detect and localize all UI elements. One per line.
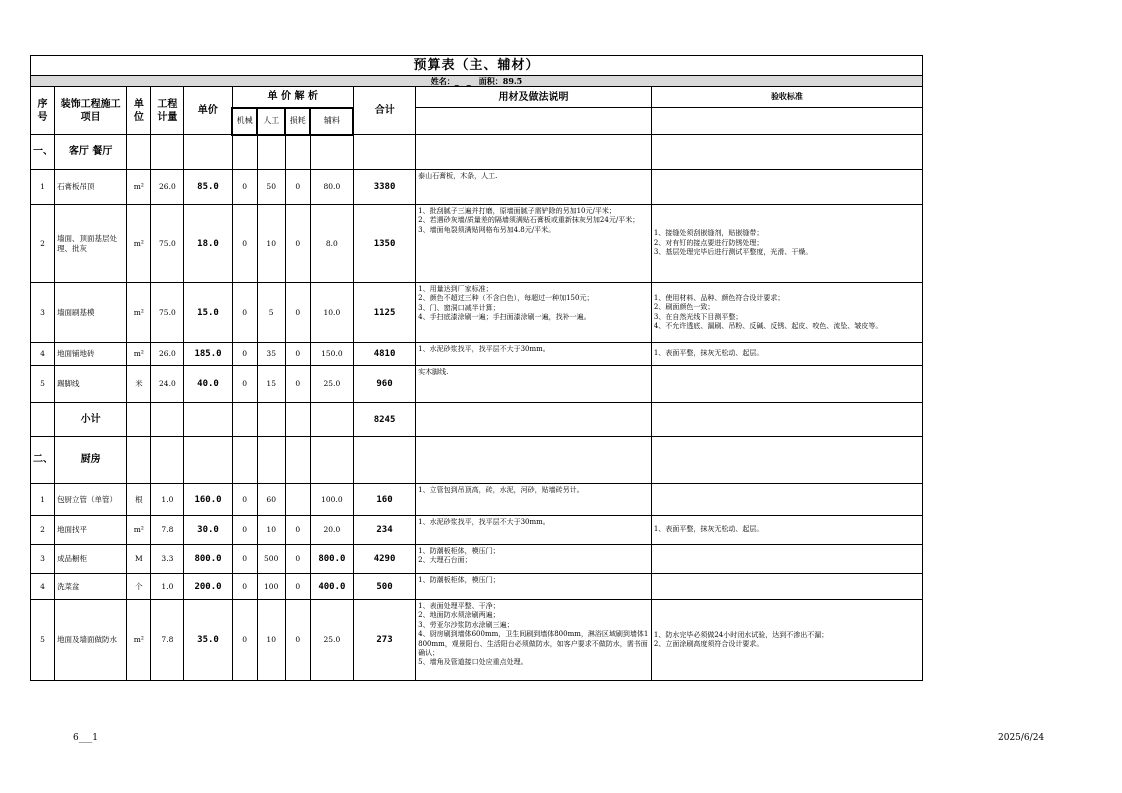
item-unit-price: 35.0 xyxy=(184,600,232,681)
empty-cell xyxy=(184,135,232,170)
item-labor: 15 xyxy=(257,366,285,403)
item-qty: 7.8 xyxy=(151,600,184,681)
empty-cell xyxy=(127,437,151,484)
empty-cell xyxy=(232,403,257,437)
item-aux: 8.0 xyxy=(310,205,353,283)
item-total: 160 xyxy=(353,484,415,516)
row-number: 2 xyxy=(31,516,55,545)
item-unit-price: 40.0 xyxy=(184,366,232,403)
item-total: 1350 xyxy=(353,205,415,283)
table-row xyxy=(31,574,923,600)
item-qty: 3.3 xyxy=(151,545,184,574)
item-aux: 25.0 xyxy=(310,366,353,403)
item-description: 1、批刮腻子三遍并打磨，原墙面腻子需铲除的另加10元/平米； 2、若遇砂灰墙/质量差的隔墙须满贴石膏板或重新抹灰另加24元/平米； 3、墙面龟裂须满贴网格布另加4.8元/平米。 xyxy=(416,205,652,283)
item-qty: 26.0 xyxy=(151,170,184,205)
budget-table xyxy=(30,55,923,681)
empty-cell xyxy=(151,135,184,170)
item-name: 墙面刷基模 xyxy=(55,283,127,343)
table-row xyxy=(31,600,923,681)
empty-cell xyxy=(310,437,353,484)
section-name: 厨房 xyxy=(55,437,127,484)
table-row xyxy=(31,516,923,545)
empty-cell xyxy=(651,403,922,437)
item-total: 1125 xyxy=(353,283,415,343)
empty-cell xyxy=(151,403,184,437)
footer-page: 6___1 xyxy=(73,733,98,743)
item-labor: 100 xyxy=(257,574,285,600)
item-qty: 26.0 xyxy=(151,343,184,366)
col-header-desc: 用材及做法说明 xyxy=(416,87,652,108)
item-qty: 24.0 xyxy=(151,366,184,403)
item-acceptance: 1、接缝处须刮嵌缝剂，贴嵌缝带； 2、对有钉的接点要进行防锈处理； 3、基层处理完毕后进行测试平整度，光滑、干燥。 xyxy=(651,205,922,283)
item-qty: 1.0 xyxy=(151,574,184,600)
section-row xyxy=(31,437,923,484)
item-acceptance xyxy=(651,170,922,205)
item-description: 实木脚线. xyxy=(416,366,652,403)
item-labor: 5 xyxy=(257,283,285,343)
sheet-title: 预算表（主、辅材） xyxy=(31,56,923,76)
row-number: 5 xyxy=(31,366,55,403)
item-total: 3380 xyxy=(353,170,415,205)
empty-cell xyxy=(232,135,257,170)
item-unit: m² xyxy=(127,170,151,205)
empty-cell xyxy=(184,403,232,437)
item-description: 1、防潮板柜体，模压门； xyxy=(416,574,652,600)
row-number: 4 xyxy=(31,343,55,366)
col-header-seq: 序 号 xyxy=(31,87,55,135)
item-unit-price: 800.0 xyxy=(184,545,232,574)
row-number: 4 xyxy=(31,574,55,600)
item-unit: 根 xyxy=(127,484,151,516)
sheet-subtitle: 姓名：_ _ 面积：89.5 xyxy=(31,76,923,87)
footer-date: 2025/6/24 xyxy=(998,733,1045,743)
col-header-loss: 损耗 xyxy=(285,108,310,135)
empty-cell xyxy=(416,437,652,484)
empty-cell xyxy=(651,135,922,170)
item-qty: 1.0 xyxy=(151,484,184,516)
item-unit: m² xyxy=(127,205,151,283)
row-number: 1 xyxy=(31,170,55,205)
col-header-unit: 单位 xyxy=(127,87,151,135)
item-acceptance: 1、使用材料、品种、颜色符合设计要求； 2、刷面颜色一致； 3、在自然光线下目测平整； 4、不允许透底、漏刷、吊粉、反碱、反锈、起皮、咬色、流坠、皱皮等。 xyxy=(651,283,922,343)
item-unit-price: 85.0 xyxy=(184,170,232,205)
item-aux: 150.0 xyxy=(310,343,353,366)
budget-sheet xyxy=(30,55,923,681)
item-description: 1、水泥砂浆找平，找平层不大于30mm。 xyxy=(416,343,652,366)
item-total: 4810 xyxy=(353,343,415,366)
item-qty: 7.8 xyxy=(151,516,184,545)
subtotal-total: 8245 xyxy=(353,403,415,437)
item-total: 273 xyxy=(353,600,415,681)
item-unit-price: 30.0 xyxy=(184,516,232,545)
item-acceptance xyxy=(651,574,922,600)
col-header-qty: 工程计量 xyxy=(151,87,184,135)
empty-cell xyxy=(416,108,652,135)
col-header-machine: 机械 xyxy=(232,108,257,135)
empty-cell xyxy=(257,437,285,484)
item-loss: 0 xyxy=(285,205,310,283)
empty-cell xyxy=(127,135,151,170)
table-row xyxy=(31,170,923,205)
item-unit-price: 160.0 xyxy=(184,484,232,516)
item-machine: 0 xyxy=(232,600,257,681)
item-loss: 0 xyxy=(285,283,310,343)
empty-cell xyxy=(127,403,151,437)
empty-cell xyxy=(151,437,184,484)
item-name: 地面铺地砖 xyxy=(55,343,127,366)
empty-cell xyxy=(310,403,353,437)
item-description: 1、水泥砂浆找平，找平层不大于30mm。 xyxy=(416,516,652,545)
item-aux: 80.0 xyxy=(310,170,353,205)
item-loss: 0 xyxy=(285,574,310,600)
empty-cell xyxy=(257,135,285,170)
empty-cell xyxy=(285,437,310,484)
row-number: 3 xyxy=(31,283,55,343)
table-row xyxy=(31,366,923,403)
item-aux: 400.0 xyxy=(310,574,353,600)
item-labor: 500 xyxy=(257,545,285,574)
empty-cell xyxy=(184,437,232,484)
item-labor: 35 xyxy=(257,343,285,366)
item-labor: 10 xyxy=(257,516,285,545)
item-aux: 10.0 xyxy=(310,283,353,343)
empty-cell xyxy=(285,135,310,170)
item-loss xyxy=(285,484,310,516)
item-unit: 个 xyxy=(127,574,151,600)
section-name: 客厅 餐厅 xyxy=(55,135,127,170)
item-machine: 0 xyxy=(232,343,257,366)
item-labor: 10 xyxy=(257,205,285,283)
item-name: 洗菜盆 xyxy=(55,574,127,600)
item-acceptance xyxy=(651,545,922,574)
item-aux: 25.0 xyxy=(310,600,353,681)
empty-cell xyxy=(31,403,55,437)
item-unit: m² xyxy=(127,283,151,343)
row-number: 5 xyxy=(31,600,55,681)
row-number: 2 xyxy=(31,205,55,283)
empty-cell xyxy=(353,135,415,170)
empty-cell xyxy=(651,108,922,135)
item-unit: 米 xyxy=(127,366,151,403)
item-total: 960 xyxy=(353,366,415,403)
item-description: 1、用量达到厂家标准； 2、颜色不超过三种（不含白色），每超过一种加150元； 3、门、窗洞口减半计算； 4、手扫底漆涂刷一遍；手扫面漆涂刷一遍，找补一遍。 xyxy=(416,283,652,343)
table-row xyxy=(31,545,923,574)
item-total: 500 xyxy=(353,574,415,600)
item-description: 1、防潮板柜体，模压门； 2、大理石台面； xyxy=(416,545,652,574)
item-machine: 0 xyxy=(232,484,257,516)
item-aux: 800.0 xyxy=(310,545,353,574)
item-machine: 0 xyxy=(232,170,257,205)
table-row xyxy=(31,343,923,366)
item-name: 地面找平 xyxy=(55,516,127,545)
col-header-item: 装饰工程施工项目 xyxy=(55,87,127,135)
col-header-labor: 人工 xyxy=(257,108,285,135)
item-unit: m² xyxy=(127,343,151,366)
table-row xyxy=(31,205,923,283)
item-name: 成品橱柜 xyxy=(55,545,127,574)
row-number: 3 xyxy=(31,545,55,574)
section-number: 二、 xyxy=(31,437,55,484)
item-name: 包厨立管（单管） xyxy=(55,484,127,516)
item-acceptance: 1、表面平整，抹灰无松动、起层。 xyxy=(651,516,922,545)
col-header-price: 单价 xyxy=(184,87,232,135)
item-acceptance xyxy=(651,484,922,516)
item-acceptance xyxy=(651,366,922,403)
item-machine: 0 xyxy=(232,205,257,283)
item-machine: 0 xyxy=(232,283,257,343)
item-machine: 0 xyxy=(232,545,257,574)
item-acceptance: 1、表面平整，抹灰无松动、起层。 xyxy=(651,343,922,366)
item-total: 234 xyxy=(353,516,415,545)
item-loss: 0 xyxy=(285,343,310,366)
item-name: 石膏板吊顶 xyxy=(55,170,127,205)
subtotal-label: 小计 xyxy=(55,403,127,437)
item-labor: 10 xyxy=(257,600,285,681)
empty-cell xyxy=(232,437,257,484)
item-description: 泰山石膏板，木条，人工. xyxy=(416,170,652,205)
item-qty: 75.0 xyxy=(151,205,184,283)
item-unit-price: 18.0 xyxy=(184,205,232,283)
item-name: 墙面、顶面基层处理、批灰 xyxy=(55,205,127,283)
item-name: 踢脚线 xyxy=(55,366,127,403)
item-loss: 0 xyxy=(285,545,310,574)
section-row xyxy=(31,135,923,170)
empty-cell xyxy=(257,403,285,437)
item-loss: 0 xyxy=(285,516,310,545)
item-unit: m² xyxy=(127,600,151,681)
item-aux: 20.0 xyxy=(310,516,353,545)
table-row xyxy=(31,283,923,343)
item-unit: m² xyxy=(127,516,151,545)
item-description: 1、立管包到吊顶高，砖，水泥，河砂，贴墙砖另计。 xyxy=(416,484,652,516)
item-unit: M xyxy=(127,545,151,574)
row-number: 1 xyxy=(31,484,55,516)
col-header-total: 合计 xyxy=(353,87,415,135)
item-machine: 0 xyxy=(232,574,257,600)
empty-cell xyxy=(416,135,652,170)
item-total: 4290 xyxy=(353,545,415,574)
item-labor: 60 xyxy=(257,484,285,516)
empty-cell xyxy=(353,437,415,484)
item-name: 地面及墙面做防水 xyxy=(55,600,127,681)
section-number: 一、 xyxy=(31,135,55,170)
col-header-analysis: 单 价 解 析 xyxy=(232,87,353,108)
item-unit-price: 200.0 xyxy=(184,574,232,600)
item-machine: 0 xyxy=(232,516,257,545)
empty-cell xyxy=(651,437,922,484)
item-loss: 0 xyxy=(285,366,310,403)
item-machine: 0 xyxy=(232,366,257,403)
item-acceptance: 1、防水完毕必须做24小时闭水试验，达到不渗出不漏； 2、立面涂刷高度须符合设计要求。 xyxy=(651,600,922,681)
col-header-aux: 辅料 xyxy=(310,108,353,135)
subtotal-row xyxy=(31,403,923,437)
item-qty: 75.0 xyxy=(151,283,184,343)
col-header-accept: 验收标准 xyxy=(651,87,922,108)
item-description: 1、表面处理平整、干净； 2、地面防水须涂刷两遍； 3、劳亚尔沙浆防水涂刷三遍； 4、厨房刷到墙体600mm，卫生间刷到墙体800mm，淋浴区域刷到墙体1800mm，观景阳台、生活阳台必须做防水，如客户要求不做防水，需书面确认； 5、墙角及管道接口处应重点处理。 xyxy=(416,600,652,681)
empty-cell xyxy=(310,135,353,170)
item-unit-price: 185.0 xyxy=(184,343,232,366)
item-loss: 0 xyxy=(285,170,310,205)
empty-cell xyxy=(285,403,310,437)
empty-cell xyxy=(416,403,652,437)
table-row xyxy=(31,484,923,516)
item-loss: 0 xyxy=(285,600,310,681)
item-aux: 100.0 xyxy=(310,484,353,516)
item-labor: 50 xyxy=(257,170,285,205)
item-unit-price: 15.0 xyxy=(184,283,232,343)
